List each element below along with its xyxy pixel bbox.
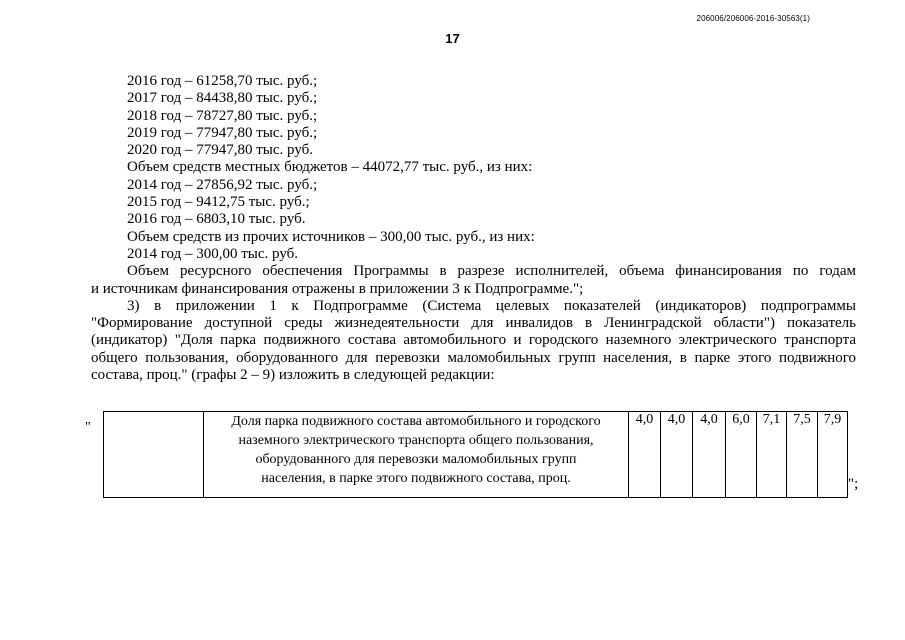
indicator-value-cell: 4,0 [661, 412, 693, 498]
description-line: оборудованного для перевозки маломобильных групп [255, 452, 577, 467]
text-line: 2015 год – 9412,75 тыс. руб.; [127, 194, 310, 211]
document-number: 206006/206006-2016-30563(1) [696, 14, 810, 23]
indicator-value-cell: 7,1 [757, 412, 787, 498]
indicator-description-cell [204, 412, 629, 498]
indicator-value-cell: 7,5 [787, 412, 818, 498]
text-line: Объем средств из прочих источников – 300,00 тыс. руб., из них: [127, 228, 535, 245]
paragraph-item3-line: "Формирование доступной среды жизнедеятельности для инвалидов в Ленинградской области") показатель [91, 315, 856, 332]
indicator-value-cell: 6,0 [726, 412, 757, 498]
paragraph-resources-line: и источникам финансирования отражены в приложении 3 к Подпрограмме."; [91, 280, 584, 297]
indicator-table [103, 411, 848, 498]
text-line: Объем средств местных бюджетов – 44072,77 тыс. руб., из них: [127, 159, 533, 176]
paragraph-resources-line: Объем ресурсного обеспечения Программы в разрезе исполнителей, объема финансирования по годам [127, 263, 856, 280]
indicator-value-cell: 4,0 [629, 412, 661, 498]
document-body [91, 73, 856, 384]
paragraph-item3-line: 3) в приложении 1 к Подпрограмме (Система целевых показателей (индикаторов) подпрограммы [127, 297, 856, 314]
description-line: наземного электрического транспорта общего пользования, [238, 433, 594, 448]
paragraph-item3-line: состава, проц." (графы 2 – 9) изложить в следующей редакции: [91, 367, 495, 384]
page-number: 17 [445, 31, 460, 46]
table-open-quote: " [85, 420, 91, 435]
paragraph-item3-line: общего пользования, оборудованного для перевозки маломобильных групп населения, в парке этого подвижного [91, 349, 856, 366]
table-row [104, 412, 848, 498]
indicator-number-cell [104, 412, 204, 498]
text-line: 2017 год – 84438,80 тыс. руб.; [127, 90, 318, 107]
text-line: 2016 год – 61258,70 тыс. руб.; [127, 73, 318, 89]
text-line: 2018 год – 78727,80 тыс. руб.; [127, 107, 318, 124]
text-line: 2014 год – 300,00 тыс. руб. [127, 245, 299, 262]
table-close-quote: "; [848, 476, 859, 492]
paragraph-item3-line: (индикатор) "Доля парка подвижного состава автомобильного и городского наземного электрического транспорта [91, 332, 856, 349]
indicator-value-cell: 4,0 [693, 412, 726, 498]
text-line: 2016 год – 6803,10 тыс. руб. [127, 211, 306, 228]
text-line: 2020 год – 77947,80 тыс. руб. [127, 142, 314, 159]
description-line: населения, в парке этого подвижного состава, проц. [261, 471, 571, 486]
text-line: 2014 год – 27856,92 тыс. руб.; [127, 176, 318, 193]
text-line: 2019 год – 77947,80 тыс. руб.; [127, 124, 318, 141]
indicator-value-cell: 7,9 [818, 412, 848, 498]
description-line: Доля парка подвижного состава автомобильного и городского [231, 414, 601, 429]
